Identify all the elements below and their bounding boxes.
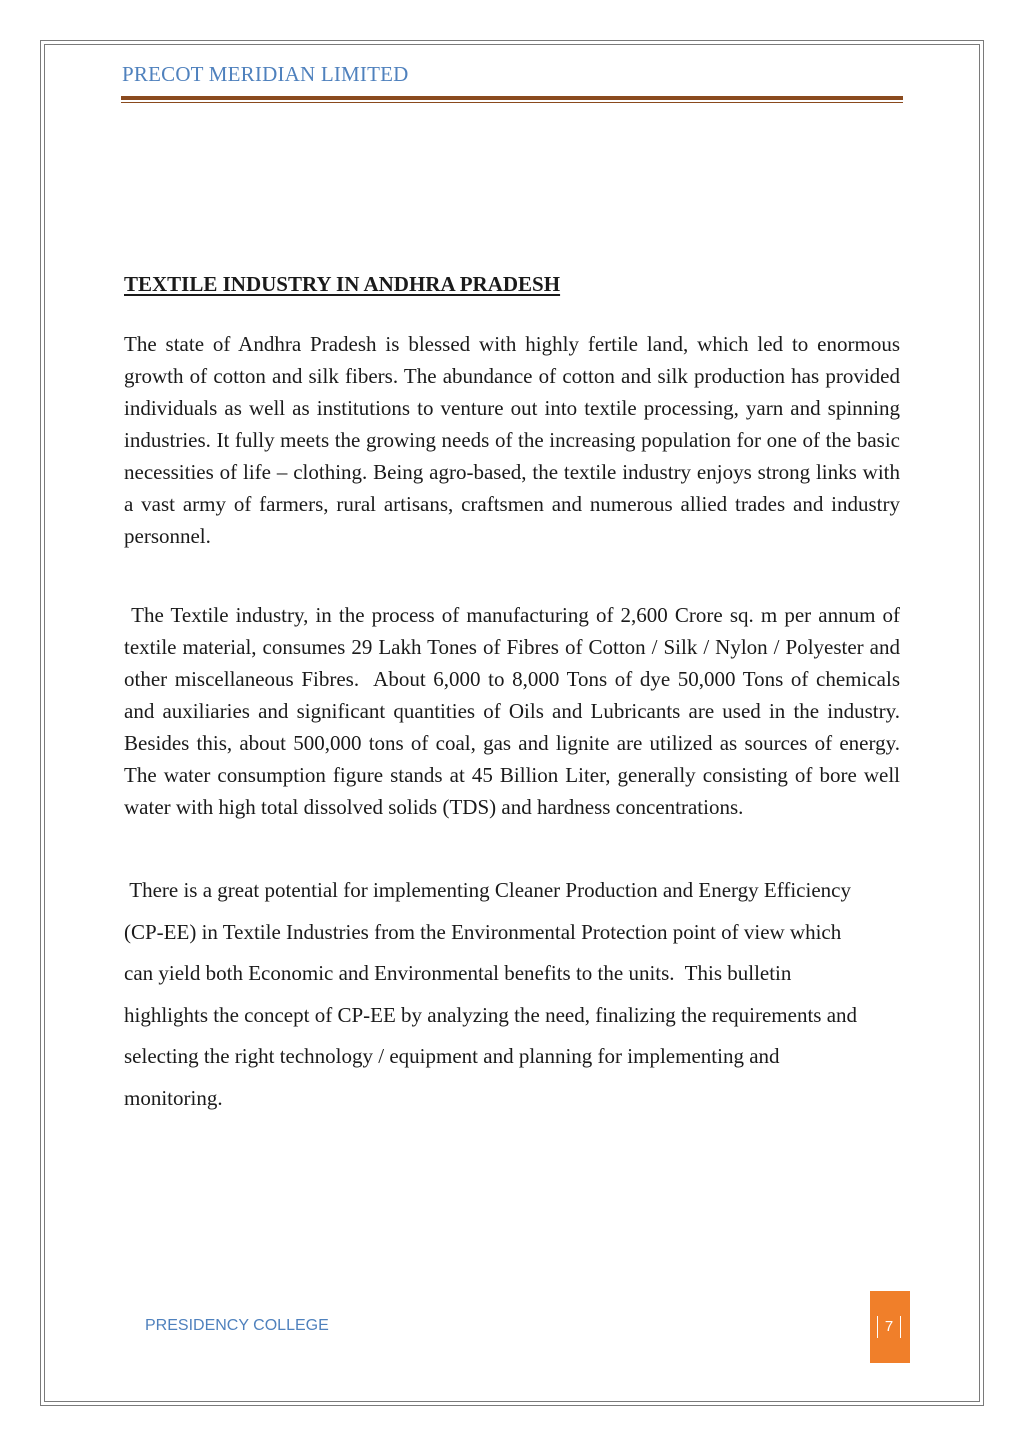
header-rule-thick (121, 96, 903, 100)
body-paragraph-3: There is a great potential for implementing Cleaner Production and Energy Efficiency (CP-EE) in Textile Industries from the Environmental Protection point of view which can yield both Economic and Environmental benefits to the units. This bulletin highlights the concept of CP-EE by analyzing the need, finalizing the requirements and selecting the right technology / equipment and planning for implementing and monitoring. (124, 878, 863, 1110)
body-paragraph-2: The Textile industry, in the process of manufacturing of 2,600 Crore sq. m per annum of textile material, consumes 29 Lakh Tones of Fibres of Cotton / Silk / Nylon / Polyester and other miscellaneous Fibres. About 6,000 to 8,000 Tons of dye 50,000 Tons of chemicals and auxiliaries and significant quantities of Oils and Lubricants are used in the industry. Besides this, about 500,000 tons of coal, gas and lignite are utilized as sources of energy. The water consumption figure stands at 45 Billion Liter, generally consisting of bore well water with high total dissolved solids (TDS) and hardness concentrations. (124, 603, 911, 819)
page-number: 7 (877, 1316, 901, 1338)
header-rule-thin (121, 102, 903, 103)
body-paragraph-1: The state of Andhra Pradesh is blessed with highly fertile land, which led to enormous growth of cotton and silk fibers. The abundance of cotton and silk production has provided individuals as well as institutions to venture out into textile processing, yarn and spinning industries. It fully meets the growing needs of the increasing population for one of the basic necessities of life – clothing. Being agro-based, the textile industry enjoys strong links with a vast army of farmers, rural artisans, craftsmen and numerous allied trades and industry personnel. (124, 332, 900, 548)
header-title: PRECOT MERIDIAN LIMITED (122, 62, 409, 86)
footer-college: PRESIDENCY COLLEGE (145, 1317, 329, 1334)
section-heading: TEXTILE INDUSTRY IN ANDHRA PRADESH (124, 272, 561, 296)
